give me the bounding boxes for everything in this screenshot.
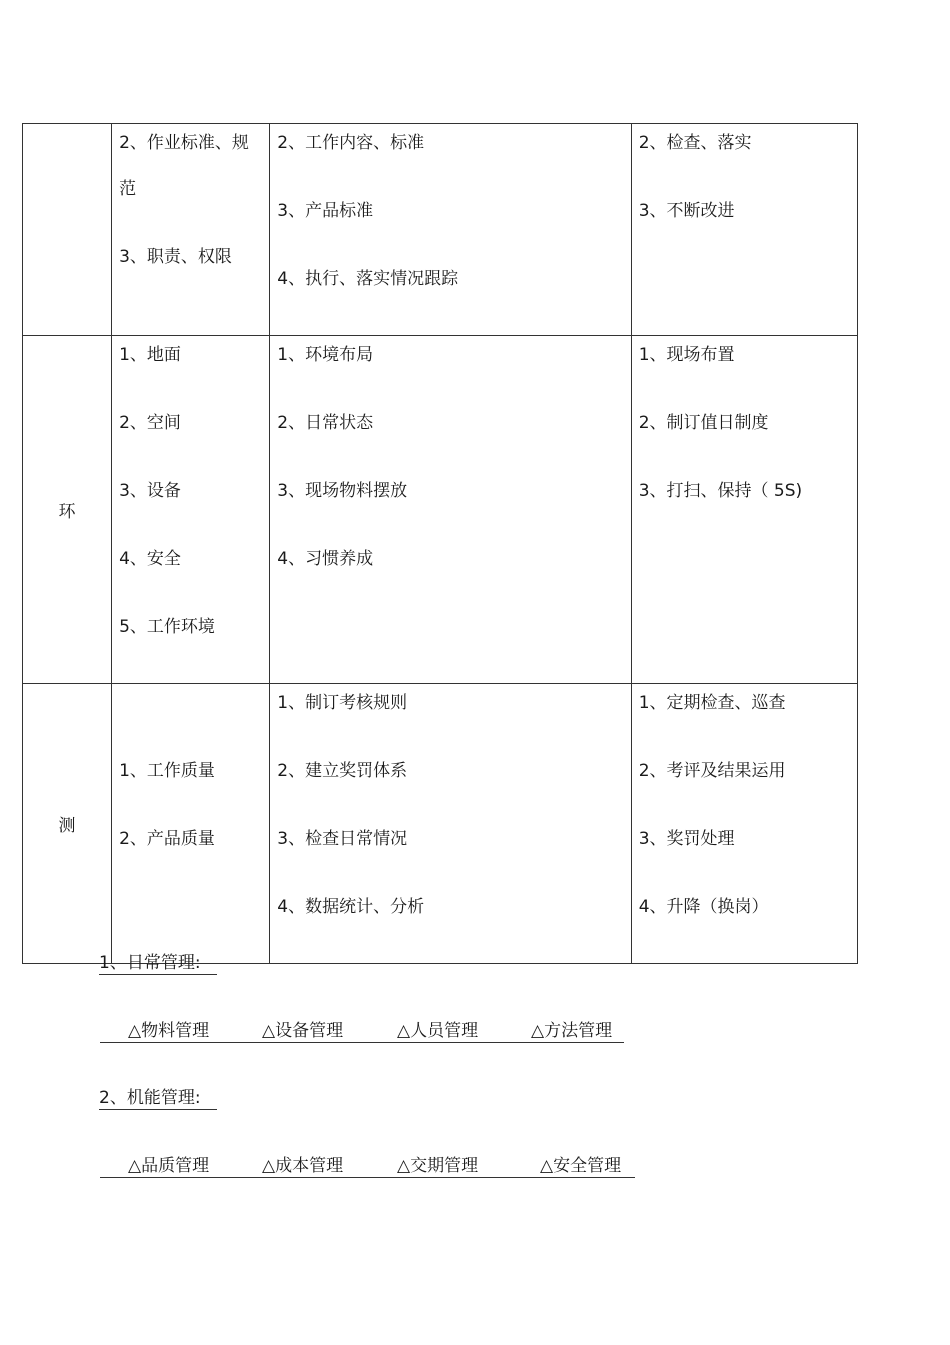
cell-line: 1、制订考核规则 [277, 693, 408, 713]
cell-line: 3、不断改进 [638, 201, 735, 221]
method-cell [631, 336, 857, 684]
cell-line: 3、设备 [119, 481, 181, 501]
table-row [23, 124, 858, 336]
elements-cell [112, 124, 270, 336]
cell-line: 1、地面 [119, 345, 181, 365]
section-item: △人员管理 [397, 1021, 479, 1041]
cell-line: 4、习惯养成 [277, 549, 374, 569]
section-item: △成本管理 [262, 1156, 344, 1176]
method-cell [631, 124, 857, 336]
cell-line: 3、检查日常情况 [277, 829, 408, 849]
management-table [22, 123, 858, 964]
section-item: △安全管理 [540, 1156, 622, 1176]
content-cell [270, 684, 631, 964]
cell-line: 3、打扫、保持（ 5S) [638, 481, 803, 501]
row-label: 测 [23, 684, 112, 964]
cell-line: 5、工作环境 [119, 617, 215, 637]
cell-line: 4、数据统计、分析 [277, 897, 425, 917]
cell-line: 3、产品标准 [277, 201, 374, 221]
cell-line: 3、奖罚处理 [638, 829, 735, 849]
cell-line: 2、制订值日制度 [638, 413, 769, 433]
section-items [100, 1020, 624, 1043]
section-item: △品质管理 [128, 1156, 210, 1176]
cell-line: 3、现场物料摆放 [277, 481, 408, 501]
section-item: △物料管理 [128, 1021, 210, 1041]
cell-line: 3、职责、权限 [119, 247, 232, 267]
cell-line: 4、升降（换岗） [638, 897, 769, 917]
elements-cell [112, 684, 270, 964]
cell-line: 4、执行、落实情况跟踪 [277, 269, 459, 289]
cell-line: 1、工作质量 [119, 761, 215, 781]
elements-cell [112, 336, 270, 684]
cell-line: 1、环境布局 [277, 345, 374, 365]
cell-line: 2、工作内容、标准 [277, 133, 425, 153]
cell-line: 4、安全 [119, 549, 181, 569]
table-row [23, 684, 858, 964]
row-label [23, 124, 112, 336]
row-label: 环 [23, 336, 112, 684]
cell-line: 1、现场布置 [638, 345, 735, 365]
section-items [100, 1155, 635, 1178]
content-cell [270, 124, 631, 336]
section-item: △交期管理 [397, 1156, 479, 1176]
table-row [23, 336, 858, 684]
section-item: △方法管理 [531, 1021, 613, 1041]
cell-line: 2、作业标准、规 [119, 133, 249, 153]
content-cell [270, 336, 631, 684]
section-item: △设备管理 [262, 1021, 344, 1041]
cell-line: 1、定期检查、巡查 [638, 693, 786, 713]
cell-line: 2、空间 [119, 413, 181, 433]
cell-line: 范 [119, 179, 137, 199]
cell-line: 2、产品质量 [119, 829, 215, 849]
cell-line: 2、日常状态 [277, 413, 374, 433]
cell-line: 2、检查、落实 [638, 133, 752, 153]
cell-line: 2、建立奖罚体系 [277, 761, 408, 781]
method-cell [631, 684, 857, 964]
cell-line: 2、考评及结果运用 [638, 761, 786, 781]
section-title: 2、机能管理: [99, 1087, 217, 1110]
section-title: 1、日常管理: [99, 952, 217, 975]
